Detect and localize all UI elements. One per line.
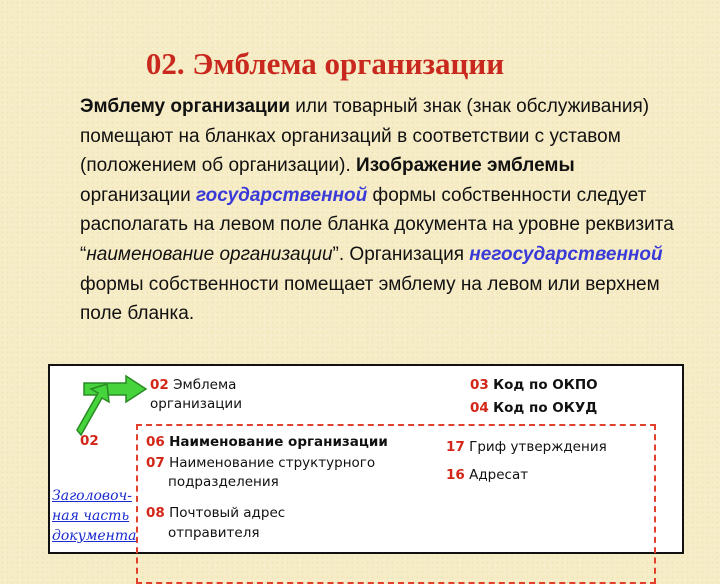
okud-label: Код по ОКУД xyxy=(493,400,598,416)
okpo-label: Код по ОКПО xyxy=(493,377,598,393)
okud-number: 04 xyxy=(470,400,489,416)
unit-line-2: подразделения xyxy=(168,474,279,490)
org-name-label: Наименование организации xyxy=(169,434,388,450)
okpo-field xyxy=(470,376,598,395)
header-section-line-1: Заголовоч- xyxy=(52,488,132,504)
emblem-line-1: Эмблема xyxy=(173,377,237,393)
paragraph-text-4: ”. Организация xyxy=(332,243,470,265)
okud-field xyxy=(470,399,597,418)
term-state: государственной xyxy=(196,184,368,206)
blank-form-diagram xyxy=(48,364,684,554)
address-number: 08 xyxy=(146,505,165,521)
emblem-number: 02 xyxy=(150,377,169,393)
term-emblem-image: Изображение эмблемы xyxy=(356,155,575,177)
addressee-field xyxy=(446,466,528,485)
emblem-left-number: 02 xyxy=(80,433,99,449)
unit-field xyxy=(146,454,375,473)
term-non-state: негосударственной xyxy=(469,243,663,265)
approval-field xyxy=(446,438,607,457)
emblem-label xyxy=(150,376,236,395)
address-line-1: Почтовый адрес xyxy=(169,505,286,521)
header-section-line-2: ная часть xyxy=(52,508,130,524)
slide-paragraph xyxy=(80,92,680,329)
address-line-2: отправителя xyxy=(168,525,260,541)
paragraph-text-1: или товарный знак (знак обслуживания) помещают на бланках организаций в соответствии с уставом (положением об организации). xyxy=(80,96,650,177)
okpo-number: 03 xyxy=(470,377,489,393)
slide-title: 02. Эмблема организации xyxy=(145,46,505,81)
header-section-label xyxy=(52,486,137,546)
paragraph-text-3: формы собственности следует располагать на левом поле бланка документа на уровне реквизита “ xyxy=(80,184,674,265)
org-name-number: 06 xyxy=(146,434,165,450)
emblem-line-2: организации xyxy=(150,396,242,412)
paragraph-text-5: формы собственности помещает эмблему на левом или верхнем поле бланка. xyxy=(80,273,660,325)
paragraph-text-2: организации xyxy=(80,184,196,206)
unit-line-1: Наименование структурного xyxy=(169,455,376,471)
addressee-label: Адресат xyxy=(469,467,529,483)
term-emblem: Эмблему организации xyxy=(80,96,291,117)
approval-number: 17 xyxy=(446,439,465,455)
addressee-number: 16 xyxy=(446,467,465,483)
header-section-line-3: документа xyxy=(52,528,137,544)
term-org-name: наименование организации xyxy=(86,243,333,265)
approval-label: Гриф утверждения xyxy=(469,439,607,455)
org-name-field xyxy=(146,433,388,452)
address-field xyxy=(146,504,285,523)
unit-number: 07 xyxy=(146,455,165,471)
